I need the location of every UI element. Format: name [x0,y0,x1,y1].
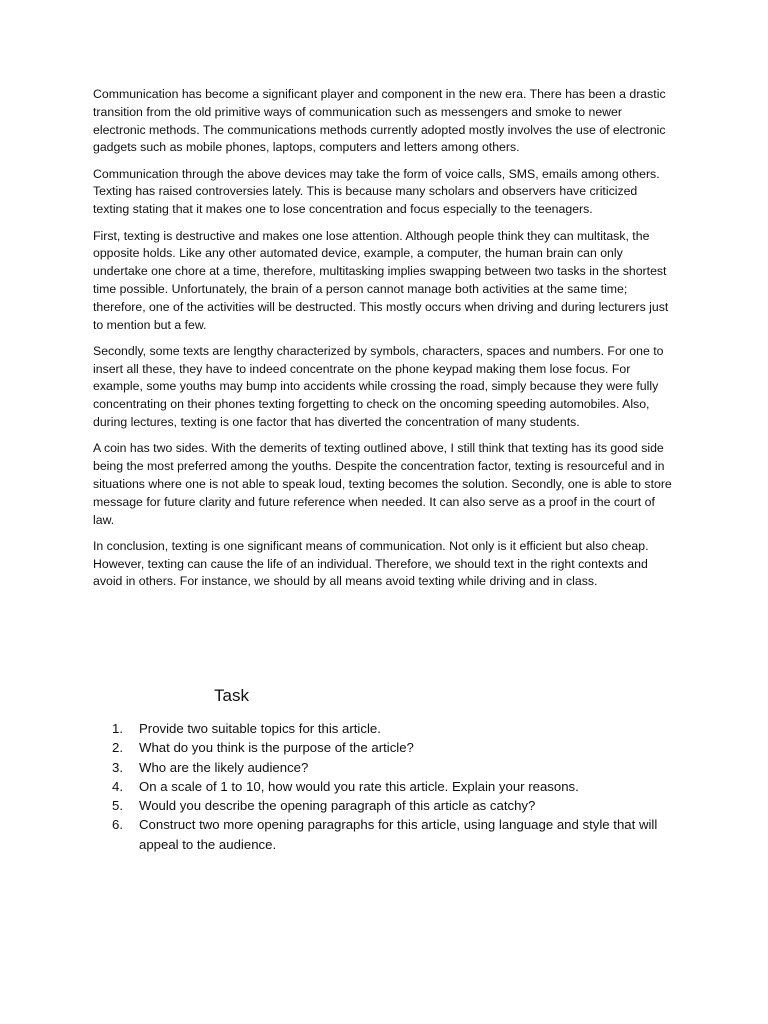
paragraph-second-point: Secondly, some texts are lengthy characterized by symbols, characters, spaces and numbers. For one to insert all these, they have to indeed concentrate on the phone keypad making them lose focus. For example, some youths may bump into accidents while crossing the road, simply because they were fully concentrating on their phones texting forgetting to check on the oncoming speeding automobiles. Also, during lectures, texting is one factor that has diverted the concentration of many students. [93,343,664,430]
task-item-text: Would you describe the opening paragraph of this article as catchy? [139,798,536,814]
task-item [112,777,672,796]
task-item [112,719,672,738]
task-list [112,719,672,854]
task-item-number: 4. [112,778,123,794]
task-item [112,758,672,777]
task-item [112,738,672,757]
task-item-text: Provide two suitable topics for this article. [139,721,381,736]
task-item-number: 5. [112,798,123,814]
paragraph-intro: Communication has become a significant player and component in the new era. There has been a drastic transition from the old primitive ways of communication such as messengers and smoke to newer electronic methods. The communications methods currently adopted mostly involves the use of electronic gadgets such as mobile phones, laptops, computers and letters among others. [93,87,666,155]
article-body [93,86,675,600]
task-item [112,796,672,815]
task-item-number: 3. [112,759,123,775]
task-item-text: On a scale of 1 to 10, how would you rate this article. Explain your reasons. [139,778,579,794]
task-heading: Task [214,686,249,705]
paragraph-counterpoint: A coin has two sides. With the demerits of texting outlined above, I still think that texting has its good side being the most preferred among the youths. Despite the concentration factor, texting is resourceful and in situations where one is not able to speak loud, texting becomes the solution. Secondly, one is able to store message for future clarity and future reference when needed. It can also serve as a proof in the court of law. [93,441,672,527]
task-item-number: 2. [112,740,123,756]
task-item-number: 6. [112,817,123,833]
task-item-text: Construct two more opening paragraphs for this article, using language and style that will appeal to the audience. [139,817,658,852]
task-item-text: Who are the likely audience? [139,759,309,775]
paragraph-conclusion: In conclusion, texting is one significant means of communication. Not only is it efficient but also cheap. However, texting can cause the life of an individual. Therefore, we should text in the right contexts and avoid in others. For instance, we should by all means avoid texting while driving and in class. [93,538,649,589]
paragraph-devices: Communication through the above devices may take the form of voice calls, SMS, emails among others. Texting has raised controversies lately. This is because many scholars and observers have criticized texting stating that it makes one to lose concentration and focus especially to the teenagers. [93,166,660,217]
paragraph-first-point: First, texting is destructive and makes one lose attention. Although people think they can multitask, the opposite holds. Like any other automated device, example, a computer, the human brain can only undertake one chore at a time, therefore, multitasking implies swapping between two tasks in the shortest time possible. Unfortunately, the brain of a person cannot manage both activities at the same time; therefore, one of the activities will be destructed. This mostly occurs when driving and during lecturers just to mention but a few. [93,228,669,332]
task-item-text: What do you think is the purpose of the article? [139,740,414,756]
task-item [112,815,672,854]
task-item-number: 1. [112,721,123,736]
